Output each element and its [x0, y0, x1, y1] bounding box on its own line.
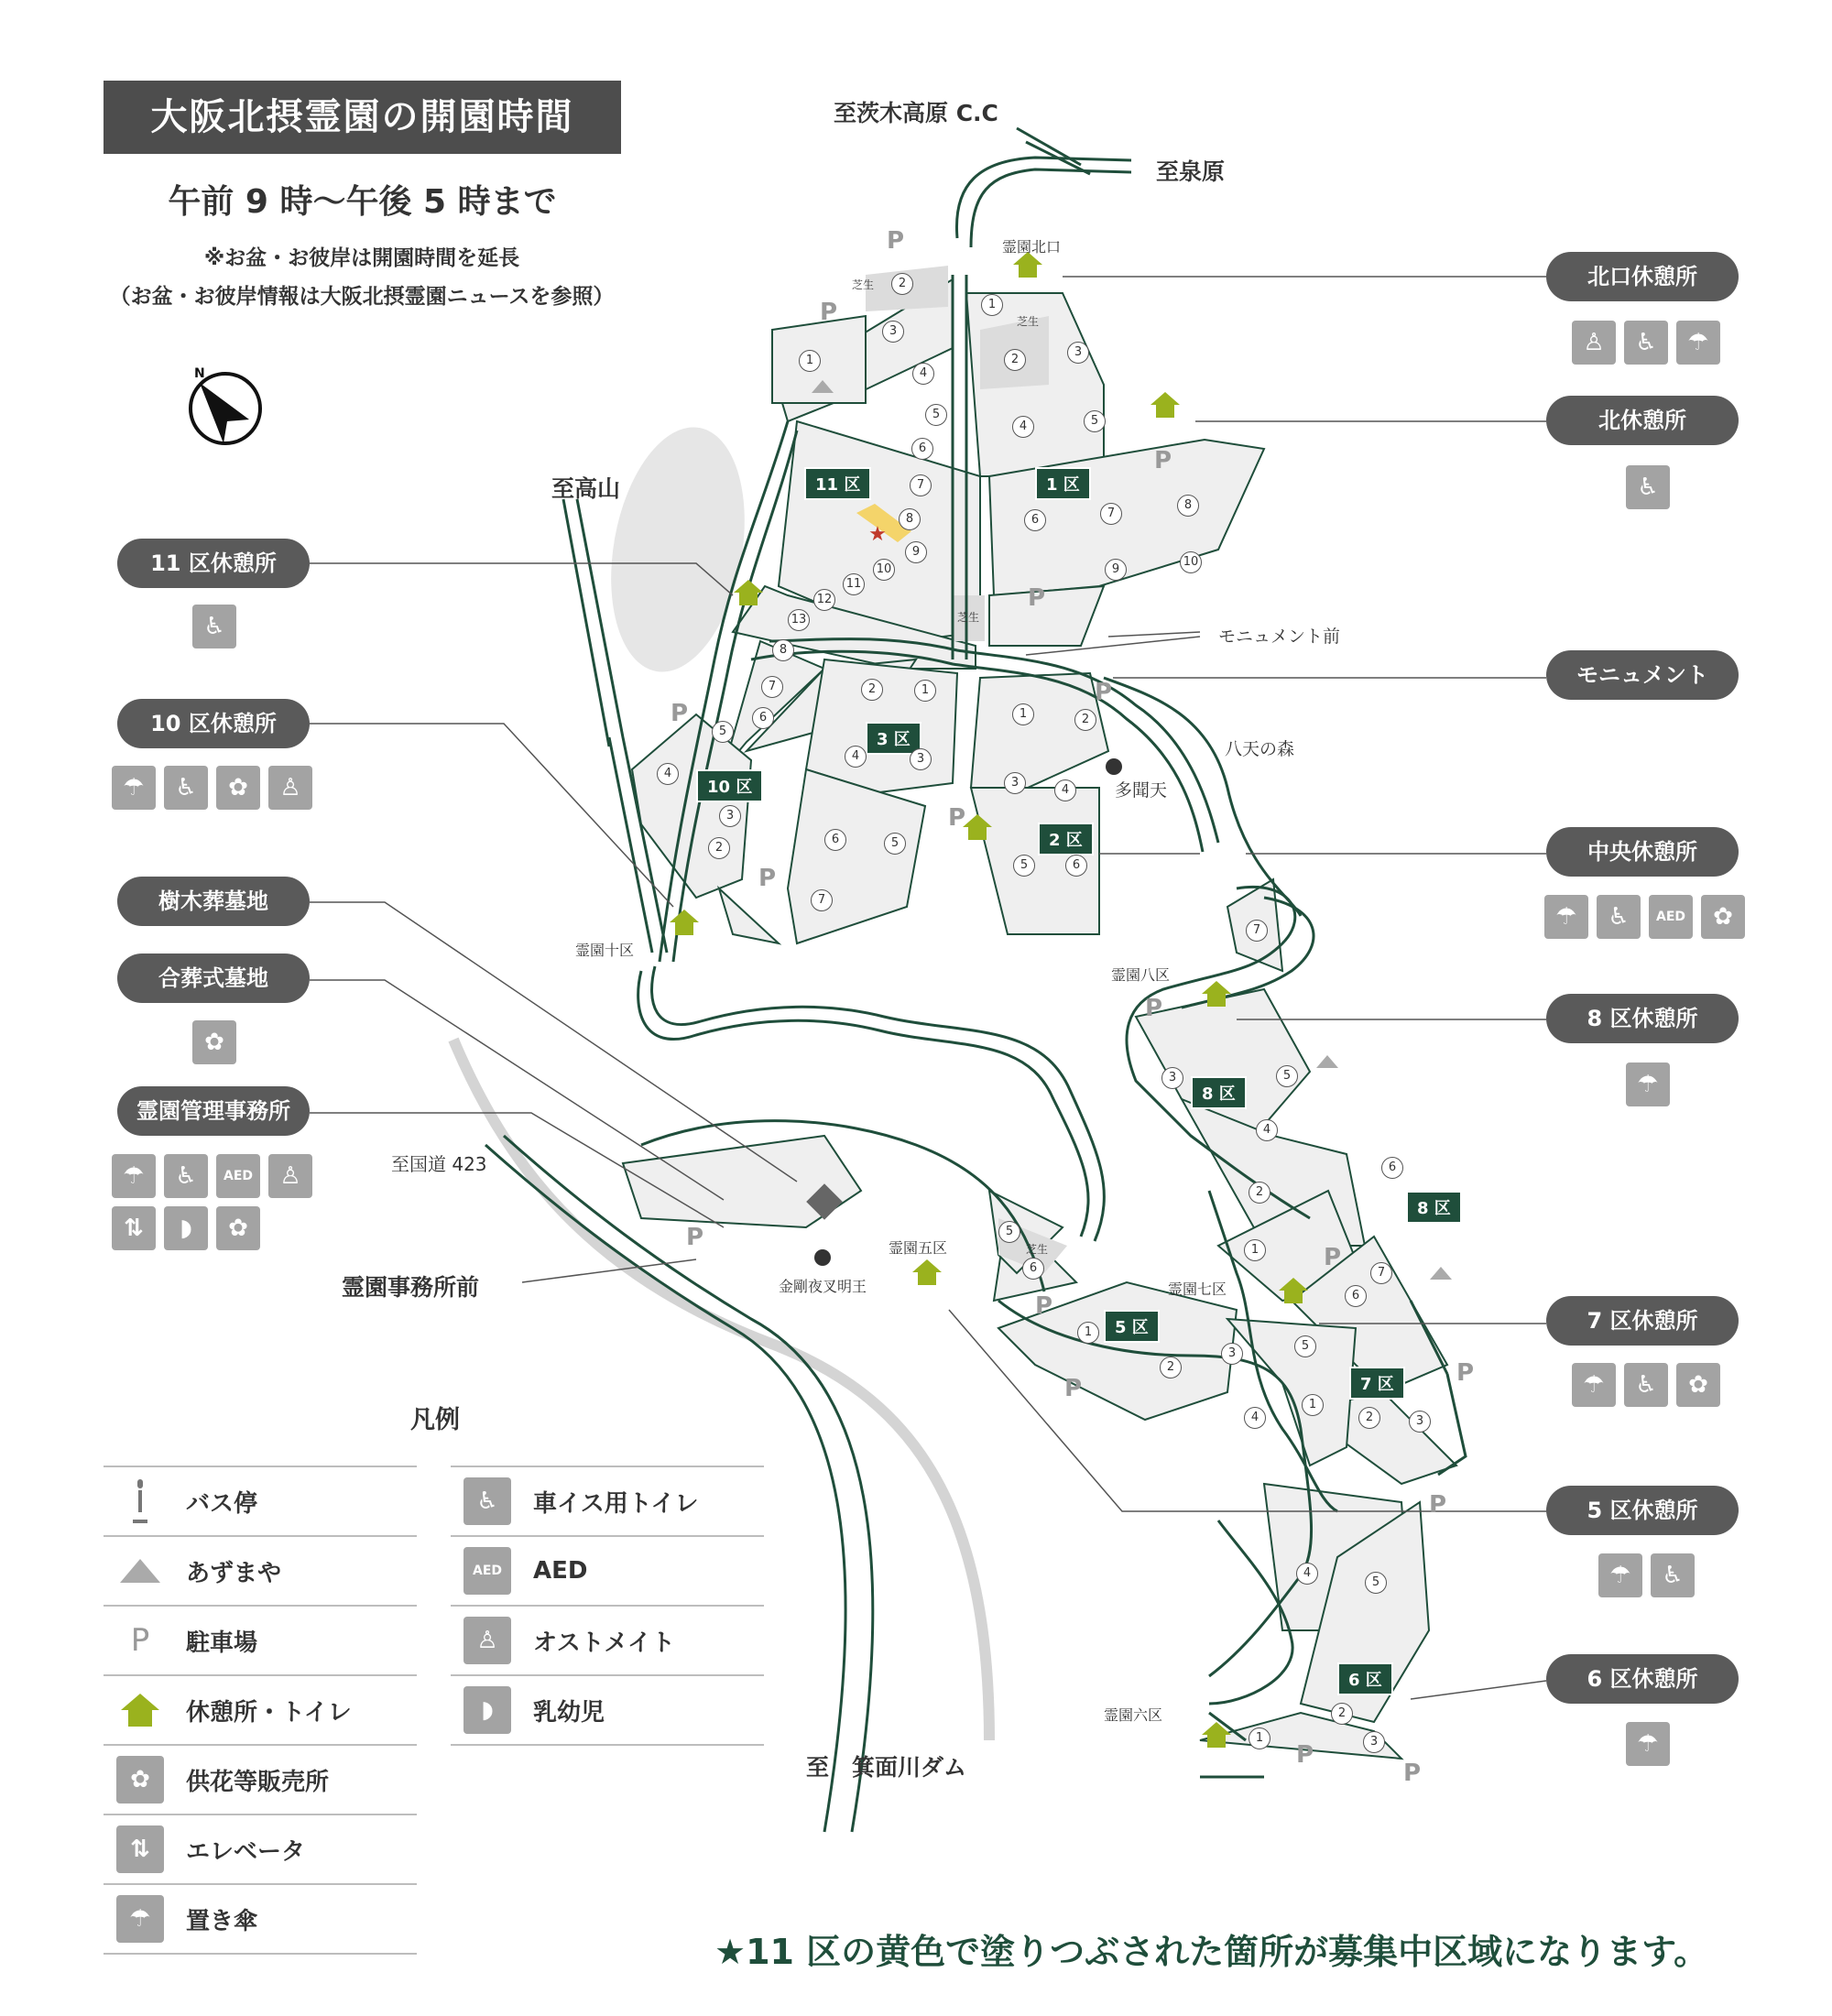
plot-number: 8: [772, 639, 794, 661]
lawn-label: 芝生: [1026, 1243, 1049, 1256]
plot-number: 5: [1084, 410, 1106, 432]
facility-5-rest: 5 区休憩所: [1546, 1486, 1739, 1535]
plot-number: 7: [1246, 920, 1268, 942]
plot-number: 4: [1054, 779, 1076, 801]
legend-item: あずまや: [104, 1537, 417, 1607]
plot-number: 1: [1012, 703, 1034, 725]
plot-number: 5: [1276, 1065, 1298, 1087]
rest-house-icon: [1201, 980, 1232, 1008]
facility-7-icons: [1572, 1363, 1720, 1407]
plot-number: 2: [1331, 1703, 1353, 1725]
parking-icon: P: [1456, 1359, 1475, 1387]
wheelchair-wc-icon: ♿: [463, 1477, 511, 1525]
plot-number: 3: [910, 748, 932, 770]
plot-number: 1: [981, 294, 1003, 316]
rest-house-icon: [116, 1686, 164, 1734]
legend-left: [104, 1466, 417, 1955]
label-bus-8: 霊園八区: [1111, 966, 1171, 984]
wheelchair-wc-icon: ♿: [1626, 465, 1670, 509]
label-to-ibaraki: 至茨木高原 C.C: [834, 100, 998, 126]
plot-number: 4: [657, 763, 679, 785]
flower-icon: ✿: [116, 1756, 164, 1804]
label-office-front: 霊園事務所前: [342, 1274, 480, 1301]
rest-house-icon: [733, 579, 764, 606]
flower-icon: ✿: [216, 1206, 260, 1250]
facility-8-icons: [1626, 1062, 1670, 1106]
legend-item: ♙ オストメイト: [451, 1607, 764, 1676]
lawn-label: 芝生: [957, 611, 980, 624]
kongo-dot: [814, 1249, 831, 1266]
section-badge: 8 区: [1406, 1191, 1462, 1224]
joint-burial-icons: [192, 1020, 236, 1064]
section-badge: 6 区: [1337, 1662, 1393, 1695]
parking-icon: P: [671, 700, 689, 727]
rest-house-icon: [911, 1259, 943, 1286]
ostomate-icon: ♙: [463, 1617, 511, 1664]
management-office-icons: [112, 1154, 332, 1250]
parking-icon: P: [1095, 679, 1113, 706]
legend-item: 休憩所・トイレ: [104, 1676, 417, 1746]
parking-icon: P: [1145, 995, 1163, 1022]
lawn-label: 芝生: [1017, 315, 1040, 328]
plot-number: 2: [1074, 709, 1096, 731]
plot-number: 7: [1100, 503, 1122, 525]
label-bus-10: 霊園十区: [575, 942, 635, 959]
legend-title: 凡例: [410, 1406, 460, 1434]
plot-number: 8: [1177, 495, 1199, 517]
baby-bottle-icon: ◗: [463, 1686, 511, 1734]
flower-icon: ✿: [1701, 895, 1745, 939]
plot-number: 6: [824, 829, 846, 851]
plot-number: 7: [910, 474, 932, 496]
label-kongo: 金剛夜叉明王: [779, 1278, 867, 1295]
gazebo-icon: [811, 379, 834, 394]
facility-11-rest: 11 区休憩所: [117, 539, 310, 588]
rest-house-icon: [962, 813, 993, 841]
plot-number: 5: [1294, 1335, 1316, 1357]
plot-number: 2: [1160, 1357, 1182, 1379]
wheelchair-wc-icon: ♿: [1624, 1363, 1668, 1407]
umbrella-icon: ☂: [1544, 895, 1588, 939]
facility-11-icons: [192, 605, 236, 648]
opening-hours: 午前 9 時〜午後 5 時まで: [168, 183, 557, 221]
legend-item: ☂ 置き傘: [104, 1885, 417, 1955]
plot-number: 6: [752, 707, 774, 729]
section-badge: 8 区: [1191, 1076, 1247, 1109]
plot-number: 5: [998, 1221, 1020, 1243]
joint-burial: 合葬式墓地: [117, 954, 310, 1003]
bus-stop-icon: [116, 1477, 164, 1525]
plot-number: 5: [1365, 1572, 1387, 1594]
plot-number: 5: [884, 833, 906, 855]
parking-icon: P: [686, 1224, 704, 1251]
parking-icon: P: [758, 865, 777, 892]
label-to-minoh-dam: 至 箕面川ダム: [806, 1754, 967, 1781]
label-tamonten: 多聞天: [1115, 780, 1168, 801]
parking-icon: P: [1403, 1760, 1422, 1787]
aed-icon: AED: [463, 1547, 511, 1595]
ostomate-icon: ♙: [268, 1154, 312, 1198]
wheelchair-wc-icon: ♿: [164, 766, 208, 810]
legend-item: ⇅ エレベータ: [104, 1815, 417, 1885]
rest-house-icon: [1150, 391, 1181, 419]
label-to-route423: 至国道 423: [391, 1153, 487, 1175]
aed-icon: AED: [216, 1154, 260, 1198]
hours-note: ※お盆・お彼岸は開園時間を延長: [203, 246, 520, 270]
plot-number: 4: [1244, 1407, 1266, 1429]
aed-icon: AED: [1649, 895, 1693, 939]
parking-icon: P: [1296, 1741, 1314, 1769]
facility-5-icons: [1598, 1553, 1695, 1597]
flower-icon: ✿: [216, 766, 260, 810]
section-badge: 10 区: [696, 769, 763, 802]
compass-icon: [191, 366, 260, 443]
parking-icon: P: [130, 1622, 150, 1659]
label-north-gate: 霊園北口: [1002, 238, 1062, 256]
plot-number: 3: [882, 321, 904, 343]
label-to-takayama: 至高山: [551, 475, 621, 502]
plot-number: 2: [891, 273, 913, 295]
umbrella-icon: ☂: [1626, 1062, 1670, 1106]
plot-number: 7: [1370, 1262, 1392, 1284]
svg-text:★: ★: [868, 523, 887, 546]
plot-number: 2: [861, 679, 883, 701]
baby-bottle-icon: ◗: [164, 1206, 208, 1250]
plot-number: 6: [1345, 1285, 1367, 1307]
facility-6-rest: 6 区休憩所: [1546, 1654, 1739, 1704]
parking-icon: P: [1028, 584, 1046, 612]
parking-icon: P: [948, 804, 966, 832]
facility-north-rest: 北休憩所: [1546, 396, 1739, 445]
plot-number: 4: [845, 746, 867, 768]
plot-number: 10: [1180, 551, 1202, 573]
plot-number: 4: [1296, 1563, 1318, 1585]
umbrella-icon: ☂: [1572, 1363, 1616, 1407]
flower-icon: ✿: [192, 1020, 236, 1064]
plot-number: 6: [1381, 1157, 1403, 1179]
umbrella-icon: ☂: [1676, 321, 1720, 365]
facility-7-rest: 7 区休憩所: [1546, 1296, 1739, 1346]
legend-right: [451, 1466, 764, 1746]
plot-number: 6: [1024, 509, 1046, 531]
plot-number: 4: [1256, 1119, 1278, 1141]
plot-number: 4: [1012, 416, 1034, 438]
facility-6-icons: [1626, 1722, 1670, 1766]
legend-item: ✿ 供花等販売所: [104, 1746, 417, 1815]
elevator-icon: ⇅: [116, 1825, 164, 1873]
wheelchair-wc-icon: ♿: [1597, 895, 1641, 939]
facility-10-rest: 10 区休憩所: [117, 699, 310, 748]
label-yasaka-forest: 八天の森: [1225, 739, 1295, 759]
plot-number: 1: [1244, 1239, 1266, 1261]
label-monument-front: モニュメント前: [1218, 627, 1341, 647]
wheelchair-wc-icon: ♿: [192, 605, 236, 648]
plot-number: 3: [1363, 1731, 1385, 1753]
elevator-icon: ⇅: [112, 1206, 156, 1250]
plot-number: 12: [813, 589, 835, 611]
parking-icon: P: [1324, 1244, 1342, 1271]
umbrella-icon: ☂: [116, 1895, 164, 1943]
label-bus-6: 霊園六区: [1104, 1706, 1163, 1724]
parking-icon: P: [1035, 1292, 1053, 1320]
wheelchair-wc-icon: ♿: [1651, 1553, 1695, 1597]
monument: モニュメント: [1546, 650, 1739, 700]
recruit-note: ★11 区の黄色で塗りつぶされた箇所が募集中区域になります。: [714, 1932, 1709, 1972]
flower-icon: ✿: [1676, 1363, 1720, 1407]
ostomate-icon: ♙: [268, 766, 312, 810]
parking-icon: P: [887, 227, 905, 255]
plot-number: 6: [1022, 1258, 1044, 1280]
section-badge: 11 区: [804, 467, 871, 500]
wheelchair-wc-icon: ♿: [1624, 321, 1668, 365]
plot-number: 4: [912, 363, 934, 385]
parking-icon: P: [1429, 1491, 1447, 1519]
legend-item: ◗ 乳幼児: [451, 1676, 764, 1746]
label-to-izumihara: 至泉原: [1156, 158, 1226, 185]
gazebo-icon: [116, 1547, 164, 1595]
gazebo-icon: [1315, 1054, 1339, 1069]
facility-central-rest: 中央休憩所: [1546, 827, 1739, 877]
umbrella-icon: ☂: [1598, 1553, 1642, 1597]
legend-item: P 駐車場: [104, 1607, 417, 1676]
wheelchair-wc-icon: ♿: [164, 1154, 208, 1198]
facility-north-gate-rest: 北口休憩所: [1546, 252, 1739, 301]
plot-number: 6: [1065, 855, 1087, 877]
plot-number: 10: [873, 559, 895, 581]
label-bus-7: 霊園七区: [1168, 1280, 1227, 1298]
umbrella-icon: ☂: [112, 1154, 156, 1198]
plot-number: 3: [1409, 1411, 1431, 1433]
management-office: 霊園管理事務所: [117, 1086, 310, 1136]
plot-number: 7: [811, 889, 833, 911]
facility-10-icons: [112, 766, 312, 810]
section-badge: 3 区: [866, 722, 921, 755]
plot-number: 9: [1105, 559, 1127, 581]
legend-item: バス停: [104, 1466, 417, 1537]
plot-number: 3: [1004, 772, 1026, 794]
facility-8-rest: 8 区休憩所: [1546, 994, 1739, 1043]
gazebo-icon: [1429, 1266, 1453, 1280]
plot-number: 5: [1013, 855, 1035, 877]
plot-number: 5: [712, 721, 734, 743]
tamonten-dot: [1106, 758, 1122, 775]
plot-number: 7: [761, 676, 783, 698]
section-badge: 5 区: [1104, 1310, 1160, 1343]
facility-north-icons: [1626, 465, 1670, 509]
parking-icon: P: [820, 299, 838, 326]
plot-number: 13: [788, 609, 810, 631]
plot-number: 5: [925, 404, 947, 426]
ostomate-icon: ♙: [1572, 321, 1616, 365]
tree-burial: 樹木葬墓地: [117, 877, 310, 926]
plot-number: 11: [843, 573, 865, 595]
plot-number: 2: [1249, 1182, 1270, 1204]
plot-number: 1: [799, 350, 821, 372]
section-badge: 2 区: [1038, 823, 1094, 855]
plot-number: 1: [1302, 1394, 1324, 1416]
umbrella-icon: ☂: [112, 766, 156, 810]
plot-number: 3: [1221, 1343, 1243, 1365]
rest-house-icon: [1201, 1721, 1232, 1749]
hours-note-detail: （お盆・お彼岸情報は大阪北摂霊園ニュースを参照）: [109, 285, 615, 309]
legend-item: AED AED: [451, 1537, 764, 1607]
plot-number: 1: [1249, 1727, 1270, 1749]
plot-number: 8: [899, 508, 921, 530]
facility-central-icons: [1544, 895, 1745, 939]
section-badge: 7 区: [1349, 1367, 1405, 1400]
page-title: 大阪北摂霊園の開園時間: [104, 81, 621, 154]
parking-icon: P: [1064, 1375, 1083, 1402]
plot-number: 1: [1077, 1322, 1099, 1344]
section-badge: 1 区: [1035, 467, 1091, 500]
plot-number: 3: [1161, 1067, 1183, 1089]
plot-number: 2: [1004, 349, 1026, 371]
plot-number: 3: [719, 805, 741, 827]
parking-icon: P: [1154, 447, 1172, 474]
tree-burial-area: [594, 417, 763, 682]
facility-north-gate-icons: [1572, 321, 1720, 365]
legend-item: ♿ 車イス用トイレ: [451, 1466, 764, 1537]
label-bus-5: 霊園五区: [889, 1239, 948, 1257]
plot-number: 1: [914, 680, 936, 702]
rest-house-icon: [1278, 1277, 1309, 1304]
rest-house-icon: [669, 909, 700, 936]
lawn-label: 芝生: [852, 278, 875, 291]
plot-number: 3: [1067, 342, 1089, 364]
plot-number: 2: [1358, 1407, 1380, 1429]
svg-text:N: N: [194, 366, 205, 381]
plot-number: 6: [911, 438, 933, 460]
plot-number: 9: [905, 541, 927, 563]
umbrella-icon: ☂: [1626, 1722, 1670, 1766]
plot-number: 2: [708, 837, 730, 859]
